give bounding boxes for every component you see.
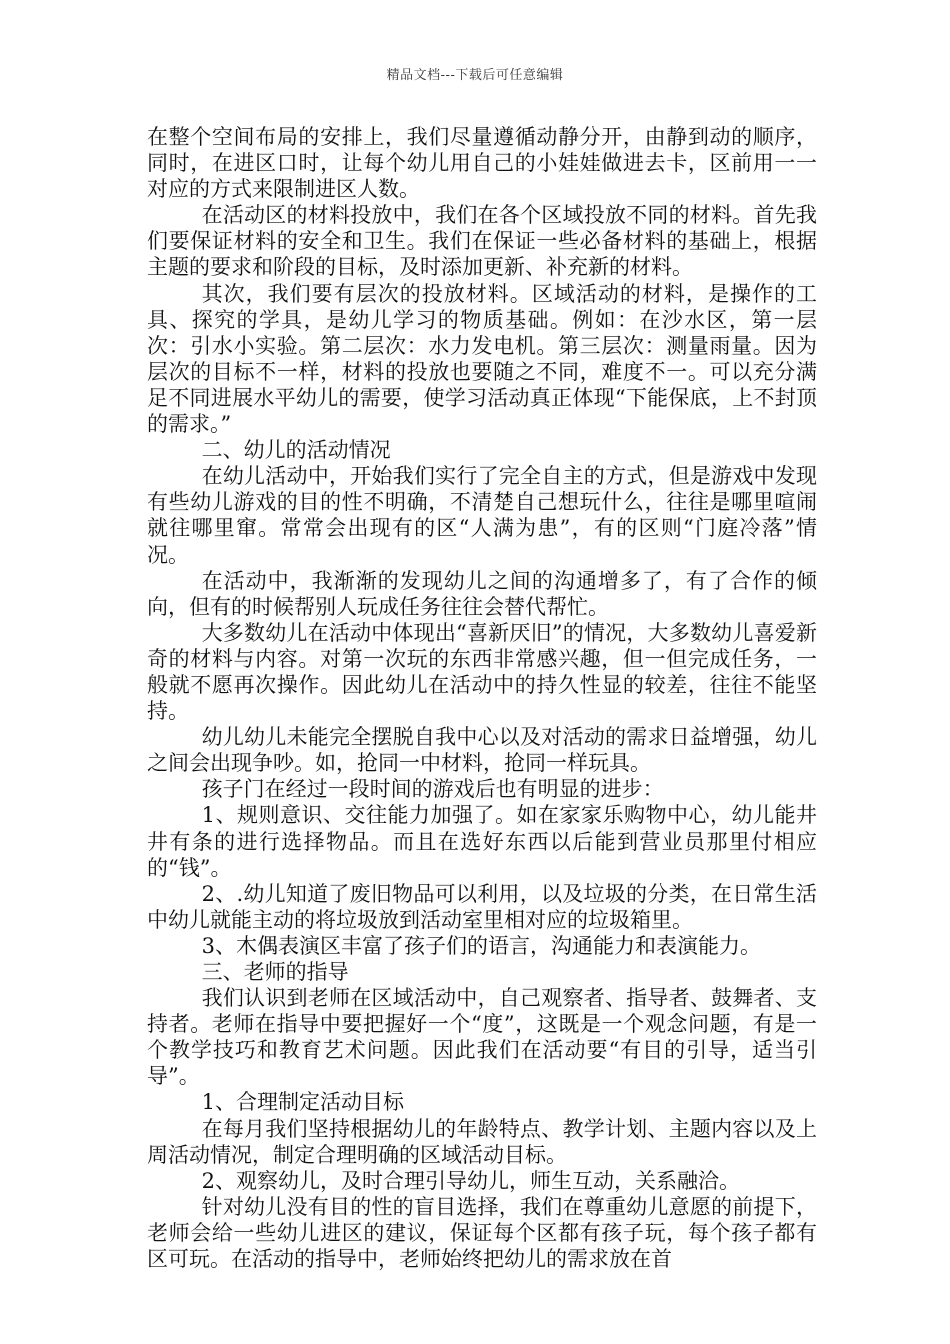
section-heading-3: 三、老师的指导 bbox=[201, 960, 349, 984]
list-item-2: 2、.幼儿知道了废旧物品可以利用，以及垃圾的分类，在日常生活中幼儿就能主动的将垃圾放到活动室里相对应的垃圾箱里。 bbox=[147, 881, 817, 932]
subheading-2: 2、观察幼儿，及时合理引导幼儿，师生互动，关系融洽。 bbox=[201, 1168, 740, 1193]
paragraph-1: 在整个空间布局的安排上，我们尽量遵循动静分开，由静到动的顺序，同时，在进区口时，让每个幼儿用自己的小娃娃做进去卡，区前用一一对应的方式来限制进区人数。 bbox=[147, 125, 817, 202]
paragraph-5: 在活动中，我渐渐的发现幼儿之间的沟通增多了，有了合作的倾向，但有的时候帮别人玩成任务往往会替代帮忙。 bbox=[147, 568, 817, 619]
paragraph-8: 孩子门在经过一段时间的游戏后也有明显的进步： bbox=[201, 777, 664, 802]
list-item-3: 3、木偶表演区丰富了孩子们的语言，沟通能力和表演能力。 bbox=[201, 933, 761, 958]
paragraph-6: 大多数幼儿在活动中体现出“喜新厌旧”的情况，大多数幼儿喜爱新奇的材料与内容。对第一次玩的东西非常感兴趣，但一但完成任务，一般就不愿再次操作。因此幼儿在活动中的持久性显的较差，往往不能坚持。 bbox=[147, 620, 817, 724]
paragraph-3: 其次，我们要有层次的投放材料。区域活动的材料，是操作的工具、探究的学具，是幼儿学习的物质基础。例如：在沙水区，第一层次：引水小实验。第二层次：水力发电机。第三层次：测量雨量。因为层次的目标不一样，材料的投放也要随之不同，难度不一。可以充分满足不同进展水平幼儿的需要，使学习活动真正体现“下能保底，上不封顶的需求。” bbox=[147, 281, 817, 437]
list-item-1: 1、规则意识、交往能力加强了。如在家家乐购物中心，幼儿能井井有条的进行选择物品。而且在选好东西以后能到营业员那里付相应的“钱”。 bbox=[147, 803, 817, 880]
paragraph-7: 幼儿幼儿未能完全摆脱自我中心以及对活动的需求日益增强，幼儿之间会出现争吵。如，抢同一中材料，抢同一样玩具。 bbox=[147, 725, 817, 776]
page-header: 精品文档---下载后可任意编辑 bbox=[386, 68, 564, 83]
paragraph-9: 我们认识到老师在区域活动中，自己观察者、指导者、鼓舞者、支持者。老师在指导中要把握好一个“度”，这既是一个观念问题，有是一个教学技巧和教育艺术问题。因此我们在活动要“有目的引导，适当引导”。 bbox=[147, 986, 817, 1089]
paragraph-4: 在幼儿活动中，开始我们实行了完全自主的方式，但是游戏中发现有些幼儿游戏的目的性不明确，不清楚自己想玩什么，往往是哪里喧闹就往哪里窜。常常会出现有的区“人满为患”，有的区则“门庭冷落”情况。 bbox=[147, 464, 817, 567]
section-heading-2: 二、幼儿的活动情况 bbox=[201, 438, 391, 463]
paragraph-10: 在每月我们坚持根据幼儿的年龄特点、教学计划、主题内容以及上周活动情况，制定合理明确的区域活动目标。 bbox=[147, 1116, 817, 1167]
subheading-1: 1、合理制定活动目标 bbox=[201, 1090, 404, 1115]
paragraph-11: 针对幼儿没有目的性的盲目选择，我们在尊重幼儿意愿的前提下，老师会给一些幼儿进区的建议，保证每个区都有孩子玩，每个孩子都有区可玩。在活动的指导中，老师始终把幼儿的需求放在首 bbox=[147, 1194, 817, 1272]
paragraph-2: 在活动区的材料投放中，我们在各个区域投放不同的材料。首先我们要保证材料的安全和卫生。我们在保证一些必备材料的基础上，根据主题的要求和阶段的目标，及时添加更新、补充新的材料。 bbox=[147, 203, 817, 280]
document-body bbox=[147, 124, 817, 1272]
